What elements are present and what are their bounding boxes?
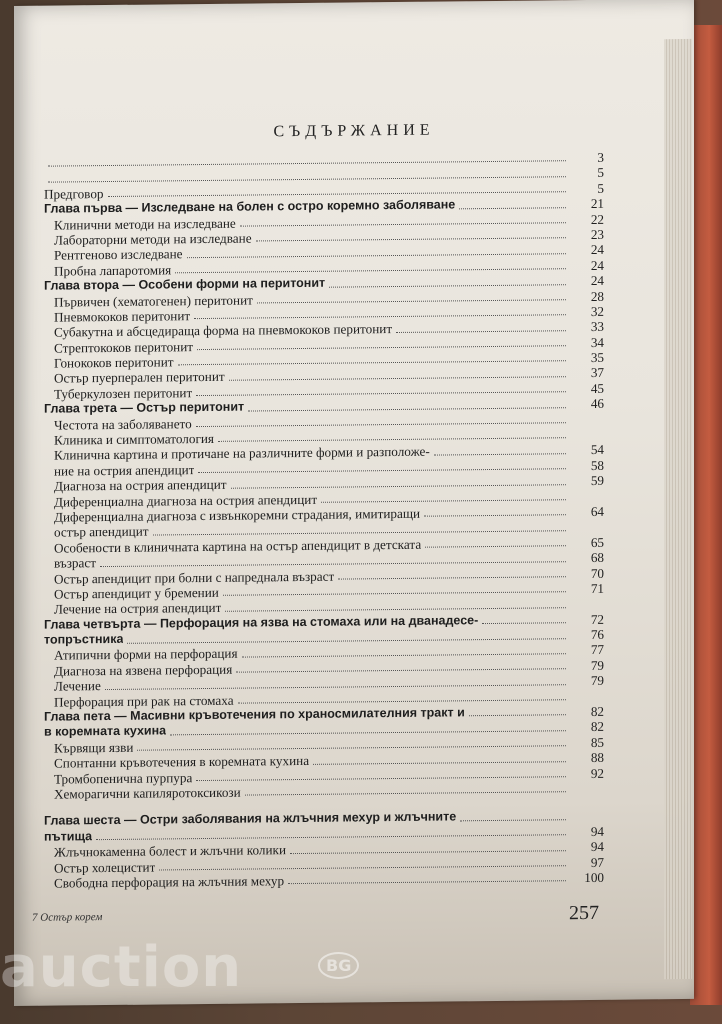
toc-leader-dots	[434, 453, 566, 455]
toc-entry-label: Клиника и симптоматология	[54, 430, 214, 448]
toc-leader-dots	[218, 438, 566, 443]
toc-entry-label: Перфорация при рак на стомаха	[54, 692, 234, 710]
toc-entry-page: 65	[590, 534, 604, 550]
toc-entry-page: 45	[590, 380, 604, 396]
toc-entry-page: 76	[590, 626, 604, 643]
watermark-badge: BG	[318, 952, 359, 979]
toc-entry-page: 3	[597, 149, 604, 165]
toc-entry-page: 24	[590, 272, 604, 289]
watermark-logo: auction	[0, 935, 243, 1000]
toc-entry-label: Глава пета — Масивни кръвотечения по храносмилателния тракт и	[44, 705, 465, 724]
toc-entry-page: 92	[590, 765, 604, 781]
toc-leader-dots	[159, 865, 566, 870]
toc-entry-page: 22	[590, 211, 604, 227]
toc-entry-label: Глава шеста — Остри заболявания на жлъчния мехур и жлъчните	[44, 809, 457, 829]
toc-entry-label: Атипични форми на перфорация	[54, 646, 238, 664]
toc-entry-label: в коремната кухина	[44, 723, 167, 740]
toc-entry-label: Клинична картина и протичане на различните форми и разположе-	[54, 444, 430, 463]
toc-entry-label: Диференциална диагноза на острия апендицит	[54, 491, 318, 510]
toc-leader-dots	[469, 715, 566, 717]
toc-entry-page: 21	[590, 195, 604, 212]
toc-entry-label: Лабораторни методи на изследване	[54, 230, 252, 248]
toc-leader-dots	[329, 284, 566, 287]
toc-entry-label: Пробна лапаротомия	[54, 262, 172, 279]
toc-entry-page: 72	[590, 611, 604, 627]
toc-entry-page: 34	[590, 334, 604, 350]
toc-leader-dots	[338, 576, 566, 579]
toc-entry-page: 79	[590, 657, 604, 673]
toc-entry-page: 82	[590, 703, 604, 720]
toc-entry-page: 71	[590, 580, 604, 596]
toc-entry-label: Честота на заболяването	[54, 415, 192, 433]
toc-entry-label: Пневмококов перитонит	[54, 308, 191, 325]
toc-entry-page: 37	[590, 365, 604, 381]
toc-entry-page: 79	[590, 673, 604, 689]
toc-entry-label: Остър апендицит у бремении	[54, 584, 219, 602]
toc-leader-dots	[197, 345, 566, 350]
toc-entry-page: 64	[590, 503, 604, 519]
toc-entry-label: Диагноза на язвена перфорация	[54, 661, 233, 679]
toc-entry-label: Кървящи язви	[54, 739, 134, 756]
table-of-contents	[44, 150, 604, 891]
toc-entry-label: Свободна перфорация на жлъчния мехур	[54, 873, 285, 891]
toc-entry-page: 85	[590, 734, 604, 750]
toc-entry-page: 54	[590, 442, 604, 458]
toc-leader-dots	[245, 792, 566, 796]
toc-leader-dots	[229, 376, 566, 381]
toc-leader-dots	[424, 515, 566, 517]
toc-entry-label: Глава първа — Изследване на болен с остро коремно заболяване	[44, 197, 456, 216]
toc-entry-label: пътища	[44, 828, 93, 844]
toc-leader-dots	[459, 207, 566, 209]
toc-entry-page: 28	[590, 288, 604, 304]
signature-mark: 7 Остър корем	[32, 911, 103, 924]
toc-entry-page: 82	[590, 719, 604, 735]
toc-entry-label: Туберкулозен перитонит	[54, 384, 193, 402]
toc-entry-label: Диагноза на острия апендицит	[54, 476, 227, 494]
toc-entry-label: Гонококов перитонит	[54, 354, 174, 371]
toc-leader-dots	[175, 268, 566, 273]
toc-entry-label: Особености в клиничната картина на остър апендицит в детската	[54, 536, 422, 556]
book-page	[14, 0, 694, 1006]
page-title: СЪДЪРЖАНИЕ	[273, 121, 435, 141]
toc-entry-page: 100	[584, 869, 604, 885]
page-number: 257	[569, 901, 599, 925]
toc-leader-dots	[236, 669, 566, 673]
toc-entry-label: Остър холецистит	[54, 859, 156, 876]
toc-entry-label: Клинични методи на изследване	[54, 215, 236, 233]
toc-entry-label: Спонтанни кръвотечения в коремната кухина	[54, 753, 310, 771]
toc-leader-dots	[242, 653, 566, 657]
toc-entry-page: 58	[590, 457, 604, 473]
toc-leader-dots	[137, 745, 566, 750]
toc-entry-label: Остър пуерперален перитонит	[54, 369, 225, 387]
toc-entry-label: Тромбопенична пурпура	[54, 769, 193, 787]
toc-leader-dots	[288, 881, 566, 885]
toc-entry-label: Диференциална диагноза с извънкоремни страдания, имитиращи	[54, 505, 421, 525]
toc-entry-label: Глава четвърта — Перфорация на язва на стомаха или на дванадесе-	[44, 612, 479, 632]
page-stack	[664, 39, 692, 979]
toc-leader-dots	[425, 545, 566, 547]
toc-entry-page: 88	[590, 750, 604, 766]
toc-leader-dots	[196, 391, 566, 396]
toc-entry-label: Остър апендицит при болни с напреднала възраст	[54, 568, 335, 587]
toc-entry-page: 23	[590, 226, 604, 242]
toc-leader-dots	[194, 315, 566, 320]
toc-entry-page: 33	[590, 319, 604, 335]
toc-entry-page: 46	[590, 396, 604, 412]
toc-leader-dots	[396, 330, 566, 333]
toc-entry-label: Рентгеново изследване	[54, 246, 183, 263]
toc-entry-label: Хеморагични капиляротоксикози	[54, 784, 241, 802]
toc-entry-page: 97	[590, 854, 604, 870]
toc-leader-dots	[256, 238, 566, 242]
toc-entry-page: 94	[590, 823, 604, 839]
toc-entry-label: Предговор	[44, 185, 104, 202]
toc-leader-dots	[290, 850, 566, 854]
toc-entry-label: Лечение на острия апендицит	[54, 600, 222, 617]
toc-leader-dots	[248, 407, 566, 411]
toc-entry-label: Жлъчнокаменна болест и жлъчни колики	[54, 842, 286, 860]
toc-leader-dots	[198, 468, 566, 473]
toc-entry-label: Глава втора — Особени форми на перитонит	[44, 275, 326, 293]
toc-entry-label: Субакутна и абсцедираща форма на пневмококов перитонит	[54, 321, 393, 340]
toc-leader-dots	[460, 819, 566, 821]
toc-leader-dots	[196, 422, 566, 427]
toc-leader-dots	[178, 361, 566, 366]
toc-entry-label: Лечение	[54, 678, 101, 694]
toc-entry-page: 35	[590, 349, 604, 366]
toc-entry-label: Стрептококов перитонит	[54, 338, 194, 356]
toc-entry-page: 24	[590, 242, 604, 258]
toc-entry-label: ние на острия апендицит	[54, 461, 195, 479]
toc-entry-page: 68	[590, 549, 604, 566]
toc-leader-dots	[238, 699, 566, 703]
toc-leader-dots	[240, 222, 566, 226]
toc-entry-label: Първичен (хематогенен) перитонит	[54, 291, 253, 310]
toc-leader-dots	[321, 499, 566, 503]
toc-entry-page: 32	[590, 303, 604, 319]
toc-entry-page: 77	[590, 642, 604, 658]
toc-leader-dots	[153, 530, 566, 535]
toc-entry-page: 94	[590, 838, 604, 855]
toc-entry-label: Глава трета — Остър перитонит	[44, 399, 245, 416]
toc-entry-page: 5	[597, 165, 604, 181]
toc-leader-dots	[257, 299, 566, 303]
toc-entry-label: остър апендицит	[54, 523, 149, 540]
toc-entry-page: 24	[590, 257, 604, 273]
toc-leader-dots	[196, 776, 566, 781]
toc-entry-page: 5	[597, 180, 604, 196]
cover-edge	[690, 25, 722, 1005]
toc-leader-dots	[223, 592, 566, 597]
toc-entry-label: топръстника	[44, 631, 124, 647]
toc-leader-dots	[482, 622, 566, 624]
toc-leader-dots	[170, 730, 566, 735]
toc-leader-dots	[225, 607, 566, 612]
toc-entry-label: възраст	[54, 555, 96, 571]
toc-leader-dots	[231, 484, 566, 489]
toc-entry-page: 70	[590, 565, 604, 581]
toc-leader-dots	[313, 761, 566, 765]
toc-leader-dots	[187, 253, 566, 258]
toc-entry-page: 59	[590, 473, 604, 489]
